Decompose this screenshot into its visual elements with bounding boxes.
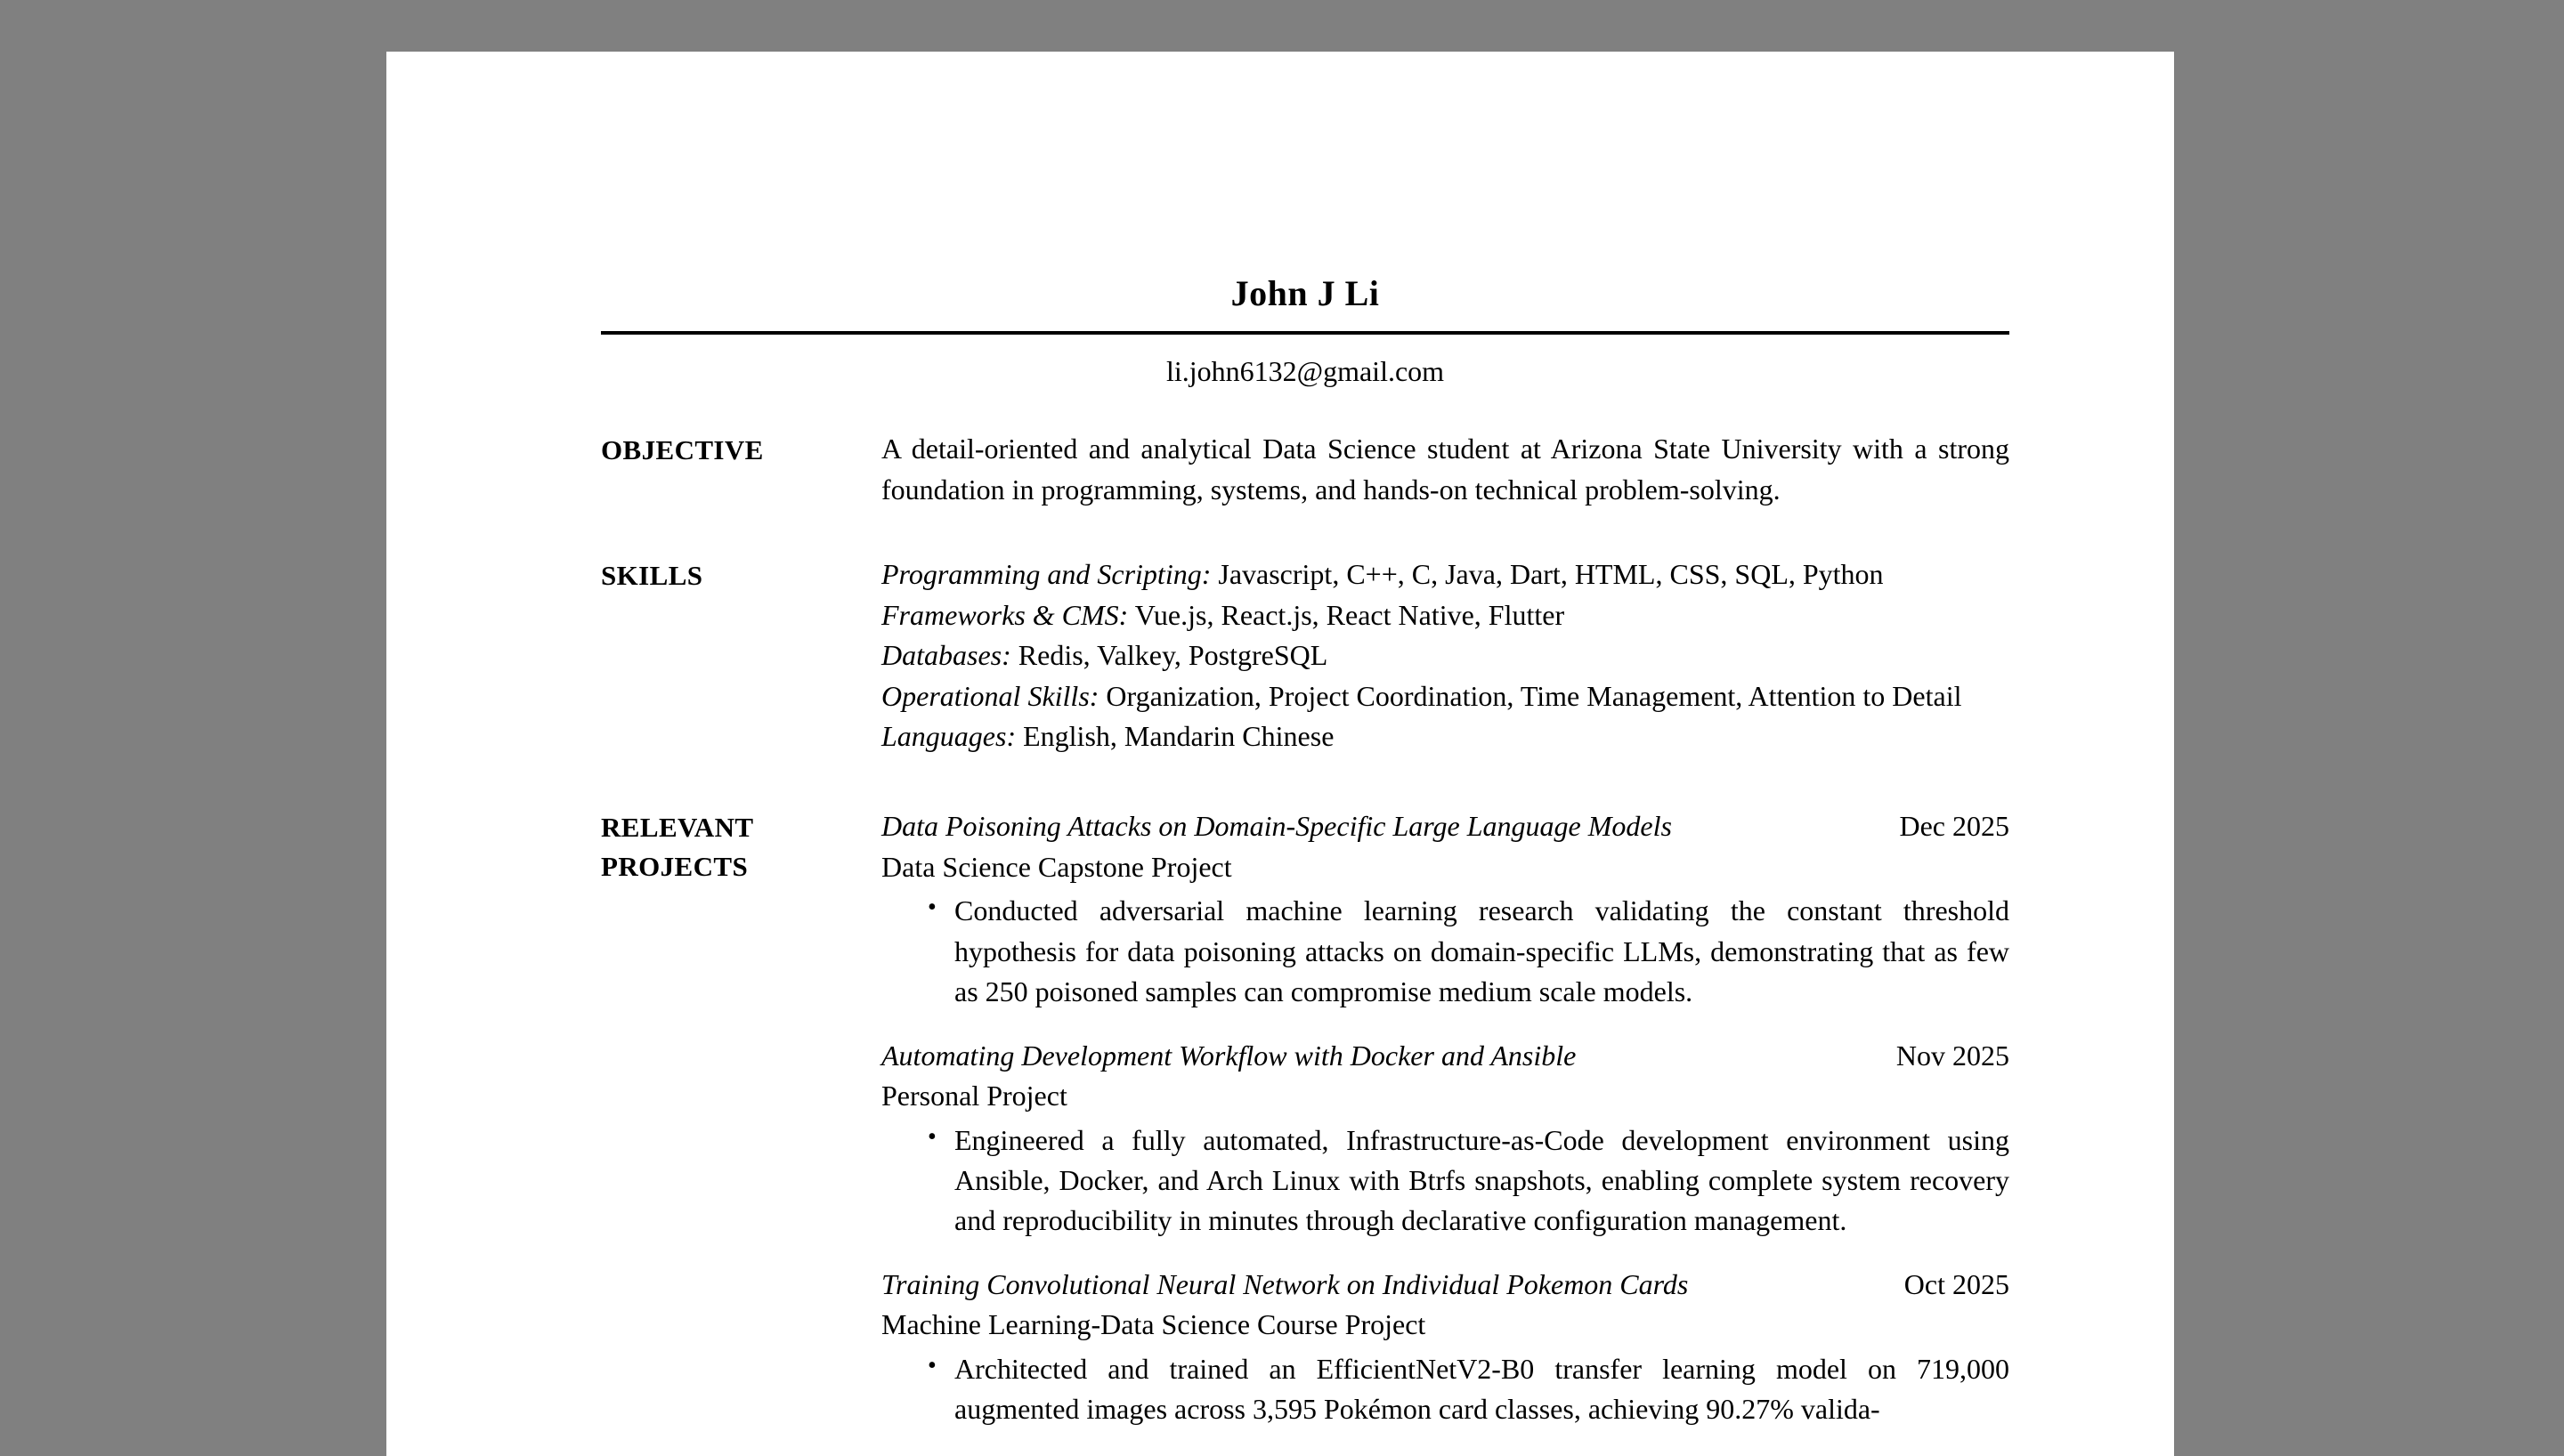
contact-email: li.john6132@gmail.com — [1165, 355, 1445, 387]
page-title: John J Li — [1230, 273, 1380, 313]
project-date: Nov 2025 — [1895, 1039, 2009, 1072]
section-content-skills — [881, 554, 2009, 756]
skill-items: Vue.js, React.js, React Native, Flutter — [1134, 598, 1565, 631]
project-title: Automating Development Workflow with Docker and Ansible — [881, 1039, 1577, 1072]
project-bullet-list — [881, 891, 2009, 1012]
project-bullet: • Engineered a fully automated, Infrastructure-as-Code development environment using Ansible, Docker, and Arch Linux with Btrfs snapshots, enabling complete system recovery and reproducibility in minutes through declarative configuration management. — [881, 1120, 2009, 1242]
project-date: Oct 2025 — [1903, 1267, 2009, 1300]
document-page — [386, 52, 2174, 1456]
skill-category: Languages: — [881, 720, 1017, 753]
skill-items: Javascript, C++, C, Java, Dart, HTML, CSS, SQL, Python — [1218, 558, 1884, 591]
project-entry — [881, 1265, 2009, 1430]
section-label-relevant-projects — [601, 806, 881, 886]
project-subtitle: Data Science Capstone Project — [881, 850, 1232, 883]
project-header — [881, 1265, 2009, 1305]
skill-items: Organization, Project Coordination, Time Management, Attention to Detail — [1106, 679, 1962, 712]
header-divider — [601, 331, 2009, 335]
project-entry — [881, 806, 2009, 1012]
project-header — [881, 1036, 2009, 1076]
objective-text: A detail-oriented and analytical Data Science student at Arizona State University with a strong foundation in programming, systems, and hands-on technical problem-solving. — [881, 433, 2009, 506]
skill-category: Databases: — [881, 639, 1011, 672]
skill-items: Redis, Valkey, PostgreSQL — [1018, 639, 1328, 672]
skill-category: Programming and Scripting: — [881, 558, 1212, 591]
project-bullet-list — [881, 1120, 2009, 1242]
project-header — [881, 806, 2009, 846]
project-bullet: • Architected and trained an EfficientNetV2-B0 transfer learning model on 719,000 augmented images across 3,595 Pokémon card classes, achieving 90.27% valida- — [881, 1349, 2009, 1430]
section-label-skills: SKILLS — [601, 560, 703, 592]
skill-items: English, Mandarin Chinese — [1023, 720, 1335, 753]
section-content-relevant-projects — [881, 806, 2009, 1429]
skill-row — [881, 676, 2009, 716]
document-body — [601, 52, 2009, 1430]
project-subtitle: Personal Project — [881, 1080, 1067, 1112]
skill-row — [881, 716, 2009, 756]
project-title: Data Poisoning Attacks on Domain-Specific Large Language Models — [881, 810, 1672, 843]
skill-row — [881, 554, 2009, 595]
section-content-objective — [881, 429, 2009, 510]
section-skills — [601, 554, 2009, 756]
section-objective — [601, 429, 2009, 510]
project-date: Dec 2025 — [1899, 810, 2009, 843]
skill-row — [881, 635, 2009, 675]
project-title: Training Convolutional Neural Network on Individual Pokemon Cards — [881, 1267, 1689, 1300]
section-label-line-2: PROJECTS — [601, 851, 749, 883]
project-subtitle: Machine Learning-Data Science Course Project — [881, 1308, 1426, 1341]
project-bullet: • Conducted adversarial machine learning research validating the constant threshold hypothesis for data poisoning attacks on domain-specific LLMs, demonstrating that as few as 250 poisoned samples can compromise medium scale models. — [881, 891, 2009, 1012]
section-relevant-projects — [601, 806, 2009, 1429]
skill-category: Operational Skills: — [881, 679, 1099, 712]
skill-category: Frameworks & CMS: — [881, 598, 1129, 631]
skill-row — [881, 595, 2009, 635]
section-label-objective: OBJECTIVE — [601, 434, 764, 466]
project-bullet-list — [881, 1349, 2009, 1430]
section-label-line-1: RELEVANT — [601, 812, 754, 844]
project-entry — [881, 1036, 2009, 1242]
